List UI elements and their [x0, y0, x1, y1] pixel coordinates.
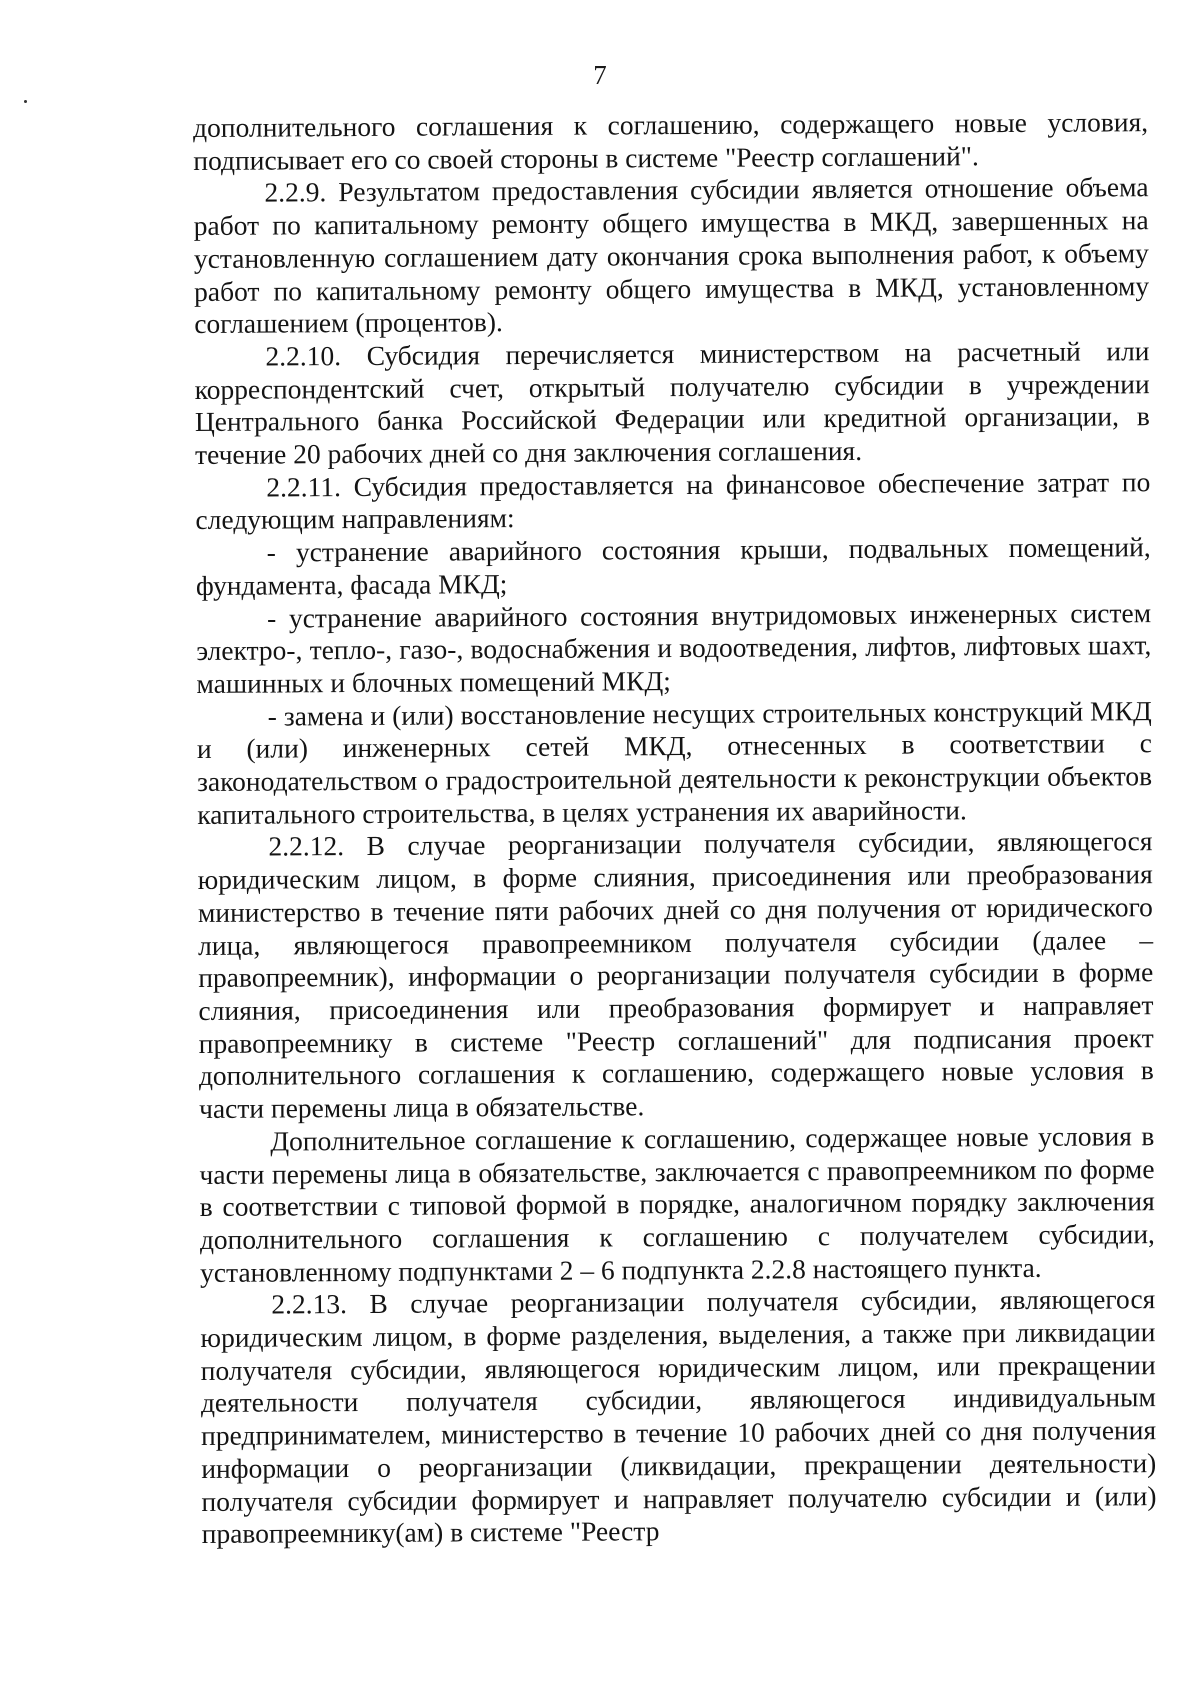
paragraph-2-2-10: 2.2.10. Субсидия перечисляется министерством на расчетный или корреспондентский счет, открытый получателю субсидии в учреждении Центрального банка Российской Федерации или кредитной организации, в течение 20 рабочих дней со дня заключения соглашения. [194, 335, 1150, 471]
paragraph-2-2-13: 2.2.13. В случае реорганизации получателя субсидии, являющегося юридическим лицом, в форме разделения, выделения, а также при ликвидации получателя субсидии, являющегося юридическим лицом, или прекращении деятельности получателя субсидии, являющегося индивидуальным предпринимателем, министерство в течение 10 рабочих дней со дня получения информации о реорганизации (ликвидации, прекращении деятельности) получателя субсидии формирует и направляет получателю субсидии и (или) правопреемнику(ам) в системе "Реестр [200, 1283, 1157, 1550]
paragraph-continuation: дополнительного соглашения к соглашению, содержащего новые условия, подписывает его со своей стороны в системе "Реестр соглашений". [193, 106, 1149, 176]
paragraph-2-2-11: 2.2.11. Субсидия предоставляется на финансовое обеспечение затрат по следующим направлениям: [195, 465, 1151, 536]
paragraph-2-2-12: 2.2.12. В случае реорганизации получателя субсидии, являющегося юридическим лицом, в форме слияния, присоединения или преобразования министерство в течение пяти рабочих дней со дня получения от юридического лица, являющегося правопреемником получателя субсидии (далее – правопреемник), информации о реорганизации получателя субсидии в форме слияния, присоединения или преобразования формирует и направляет правопреемнику в системе "Реестр соглашений" для подписания проект дополнительного соглашения к соглашению, содержащего новые условия в части перемены лица в обязательстве. [197, 825, 1154, 1125]
scan-speck [24, 100, 27, 103]
page-number: 7 [593, 60, 607, 90]
paragraph-2-2-9: 2.2.9. Результатом предоставления субсидии является отношение объема работ по капитальному ремонту общего имущества в МКД, завершенных на установленную соглашением дату окончания срока выполнения работ, к объему работ по капитальному ремонту общего имущества в МКД, установленному соглашением (процентов). [193, 171, 1150, 340]
document-body [193, 106, 1157, 1551]
paragraph-additional-agreement: Дополнительное соглашение к соглашению, содержащее новые условия в части перемены лица в обязательстве, заключается с правопреемником по форме в соответствии с типовой формой в порядке, аналогичном порядку заключения дополнительного соглашения к соглашению с получателем субсидии, установленному подпунктами 2 – 6 подпункта 2.2.8 настоящего пункта. [199, 1119, 1155, 1288]
list-item-roof-foundation: - устранение аварийного состояния крыши, подвальных помещений, фундамента, фасада МКД; [195, 531, 1151, 601]
list-item-engineering-systems: - устранение аварийного состояния внутридомовых инженерных систем электро-, тепло-, газо-, водоснабжения и водоотведения, лифтов, лифтовых шахт, машинных и блочных помещений МКД; [196, 596, 1152, 699]
list-item-structures-replacement: - замена и (или) восстановление несущих строительных конструкций МКД и (или) инженерных сетей МКД, отнесенных в соответствии с законодательством о градостроительной деятельности к реконструкции объектов капитального строительства, в целях устранения их аварийности. [196, 694, 1153, 830]
